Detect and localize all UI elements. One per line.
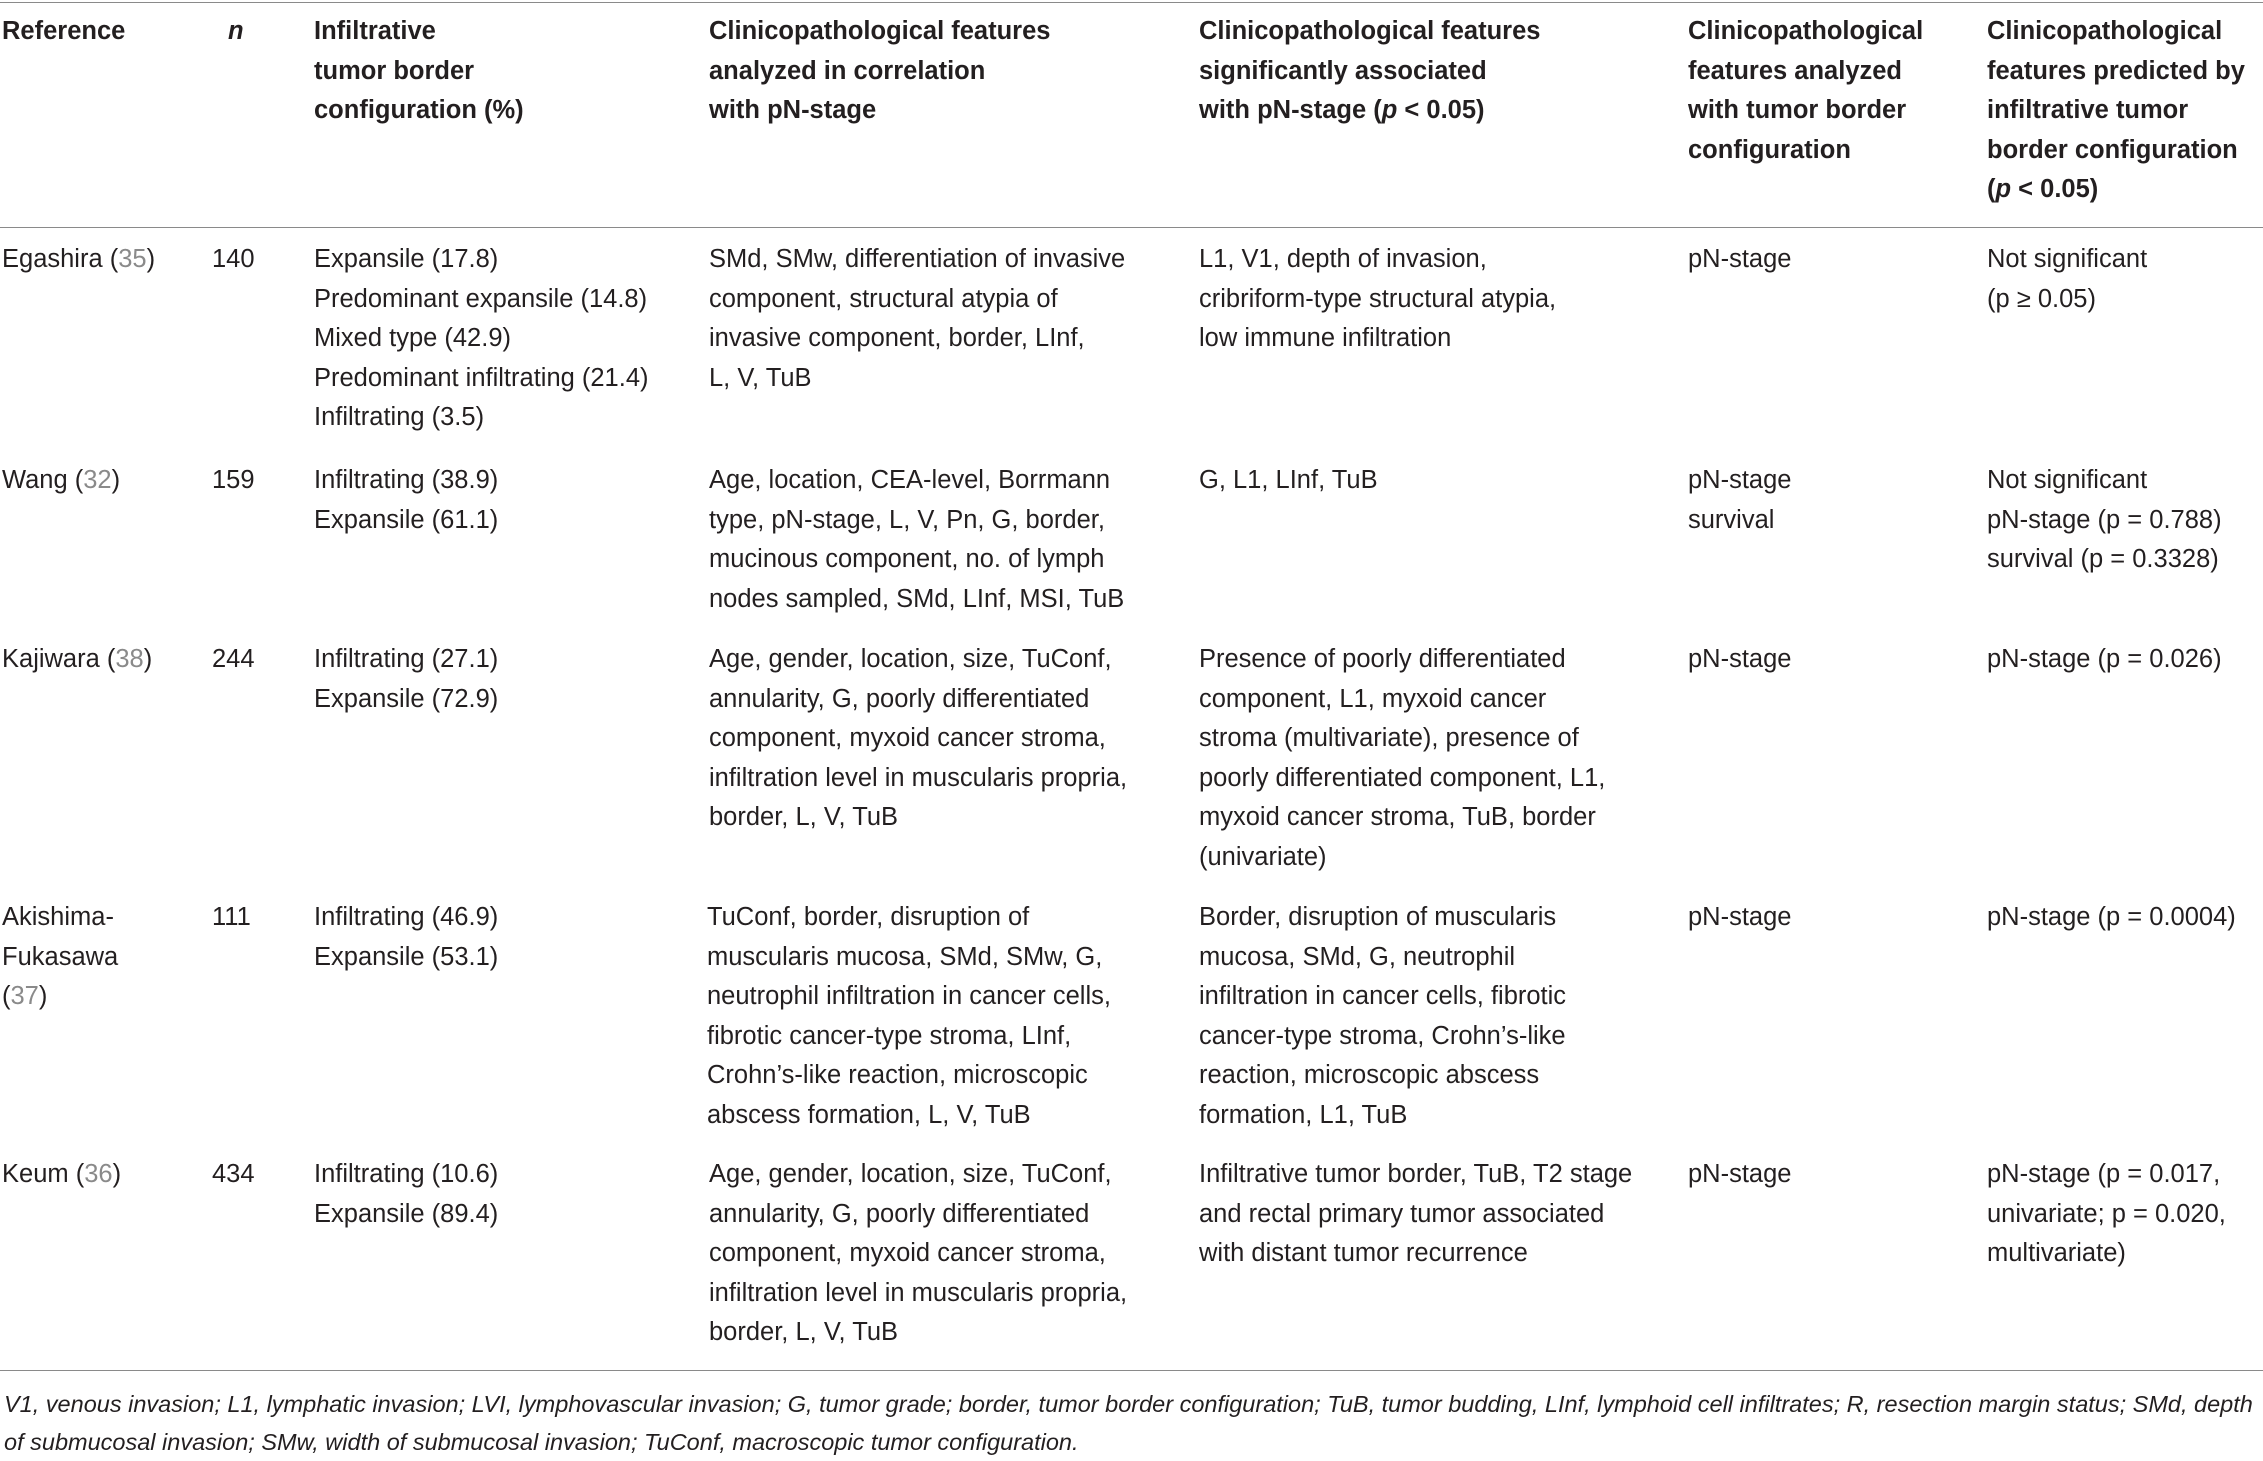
row-egashira-analyzed-border: pN-stage (1688, 245, 1792, 273)
row-akishima-border: Infiltrating (46.9) Expansile (53.1) (314, 903, 499, 971)
row-egashira-n: 140 (212, 245, 255, 273)
row-akishima-analyzed-pn: TuConf, border, disruption of muscularis mucosa, SMd, SMw, G, neutrophil infiltration in cancer cells, fibrotic cancer-type stroma, LInf, Crohn’s-like reaction, microscopic abscess formation, L, V, TuB (707, 903, 1111, 1129)
row-kajiwara-analyzed-border: pN-stage (1688, 645, 1792, 673)
row-akishima-predicted: pN-stage (p = 0.0004) (1987, 903, 2236, 931)
header-border: Infiltrative tumor border configuration (%) (314, 17, 524, 125)
header-analyzed-pn: Clinicopathological features analyzed in correlation with pN-stage (709, 17, 1051, 125)
header-predicted: Clinicopathological features predicted by infiltrative tumor border configuration (p < 0.05) (1987, 17, 2245, 204)
row-egashira-significant-pn: L1, V1, depth of invasion, cribriform-type structural atypia, low immune infiltration (1199, 245, 1557, 353)
row-kajiwara-n: 244 (212, 645, 255, 673)
row-keum-reference: Keum (36) (2, 1160, 122, 1188)
row-keum-analyzed-pn: Age, gender, location, size, TuConf, annularity, G, poorly differentiated component, myxoid cancer stroma, infiltration level in muscularis propria, border, L, V, TuB (709, 1160, 1128, 1347)
row-egashira-reference: Egashira (35) (2, 245, 156, 273)
citation-link[interactable]: 38 (115, 645, 144, 673)
citation-link[interactable]: 32 (83, 466, 112, 494)
row-kajiwara-border: Infiltrating (27.1) Expansile (72.9) (314, 645, 499, 713)
row-egashira-border: Expansile (17.8) Predominant expansile (14.8) Mixed type (42.9) Predominant infiltrating (21.4) Infiltrating (3.5) (314, 245, 649, 432)
row-wang-predicted: Not significant pN-stage (p = 0.788) survival (p = 0.3328) (1987, 466, 2222, 574)
header-significant-pn: Clinicopathological features significantly associated with pN-stage (p < 0.05) (1199, 17, 1541, 125)
row-keum-n: 434 (212, 1160, 255, 1188)
row-akishima-n: 111 (212, 903, 251, 931)
citation-link[interactable]: 36 (84, 1160, 113, 1188)
header-n: n (228, 17, 244, 45)
table-footnote: V1, venous invasion; L1, lymphatic invasion; LVI, lymphovascular invasion; G, tumor grade; border, tumor border configuration; TuB, tumor budding, LInf, lymphoid cell infiltrates; R, resection margin status; SMd, depth of submucosal invasion; SMw, width of submucosal invasion; TuConf, macroscopic tumor configuration. (4, 1391, 2253, 1455)
row-kajiwara-predicted: pN-stage (p = 0.026) (1987, 645, 2222, 673)
row-wang-analyzed-pn: Age, location, CEA-level, Borrmann type, pN-stage, L, V, Pn, G, border, mucinous component, no. of lymph nodes sampled, SMd, LInf, MSI, TuB (709, 466, 1125, 613)
row-kajiwara-analyzed-pn: Age, gender, location, size, TuConf, annularity, G, poorly differentiated component, myxoid cancer stroma, infiltration level in muscularis propria, border, L, V, TuB (709, 645, 1128, 832)
citation-link[interactable]: 35 (118, 245, 147, 273)
citation-link[interactable]: 37 (10, 982, 39, 1011)
row-wang-n: 159 (212, 466, 255, 494)
row-kajiwara-reference: Kajiwara (38) (2, 645, 153, 673)
header-bottom-rule (0, 227, 2263, 228)
row-kajiwara-significant-pn: Presence of poorly differentiated component, L1, myxoid cancer stroma (multivariate), presence of poorly differentiated component, L1, myxoid cancer stroma, TuB, border (univariate) (1199, 645, 1606, 871)
row-egashira-predicted: Not significant (p ≥ 0.05) (1987, 245, 2148, 313)
header-analyzed-border: Clinicopathological features analyzed with tumor border configuration (1688, 17, 1924, 164)
row-keum-analyzed-border: pN-stage (1688, 1160, 1792, 1188)
row-wang-analyzed-border: pN-stage survival (1688, 466, 1792, 534)
row-keum-significant-pn: Infiltrative tumor border, TuB, T2 stage and rectal primary tumor associated with distant tumor recurrence (1199, 1160, 1633, 1268)
row-keum-border: Infiltrating (10.6) Expansile (89.4) (314, 1160, 499, 1228)
table-bottom-rule (0, 1370, 2263, 1371)
row-akishima-reference: Akishima- Fukasawa (37) (2, 903, 119, 1011)
row-wang-reference: Wang (32) (2, 466, 121, 494)
row-wang-significant-pn: G, L1, LInf, TuB (1199, 466, 1378, 494)
row-akishima-analyzed-border: pN-stage (1688, 903, 1792, 931)
row-akishima-significant-pn: Border, disruption of muscularis mucosa, SMd, G, neutrophil infiltration in cancer cells, fibrotic cancer-type stroma, Crohn’s-like reaction, microscopic abscess formation, L1, TuB (1199, 903, 1567, 1129)
row-keum-predicted: pN-stage (p = 0.017, univariate; p = 0.020, multivariate) (1987, 1160, 2226, 1268)
header-reference: Reference (2, 17, 126, 45)
row-egashira-analyzed-pn: SMd, SMw, differentiation of invasive component, structural atypia of invasive component, border, LInf, L, V, TuB (709, 245, 1126, 392)
table-top-rule (0, 2, 2263, 3)
row-wang-border: Infiltrating (38.9) Expansile (61.1) (314, 466, 499, 534)
